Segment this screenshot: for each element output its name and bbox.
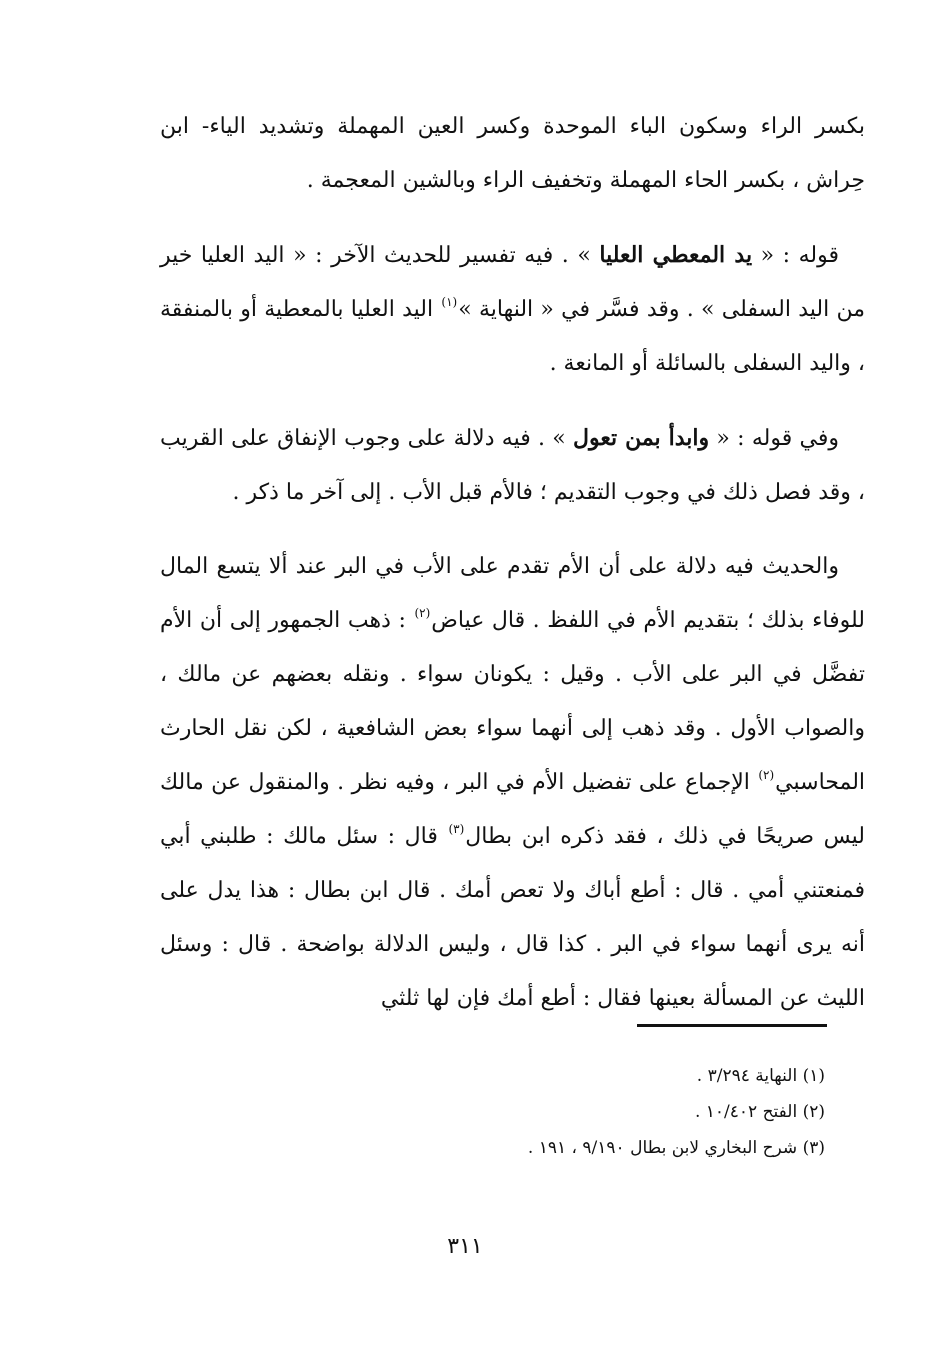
footnotes <box>160 1058 825 1166</box>
quote-open: وفي قوله : « <box>716 426 839 451</box>
hadith-phrase: يد المعطي العليا <box>599 242 753 268</box>
paragraph-2 <box>160 228 865 391</box>
paragraph-4 <box>160 540 865 1026</box>
paragraph-1 <box>160 100 865 208</box>
paragraph-4-part-2: : ذهب الجمهور إلى أن الأم تفضَّل في البر على الأب . وقيل : يكونان سواء . ونقله بعضهم عن مالك ، والصواب الأول . وقد ذهب إلى أنهما سواء بعض الشافعية ، لكن نقل الحارث المحاسبي <box>160 608 866 795</box>
paragraph-4-part-1: والحديث فيه دلالة على أن الأم تقدم على الأب في البر عند ألا يتسع المال للوفاء بذلك ؛ بتقديم الأم في اللفظ . قال عياض <box>160 554 865 633</box>
footnote-ref-2: (٢) <box>414 606 431 620</box>
footnote-ref-3: (٣) <box>448 822 465 836</box>
paragraph-3-tail: » . فيه دلالة على وجوب الإنفاق على القريب ، وقد فصل ذلك في وجوب التقديم ؛ فالأم قبل الأب . إلى آخر ما ذكر . <box>160 426 865 505</box>
paragraph-2-middle: » . فيه تفسير للحديث الآخر : « اليد العليا خير من اليد السفلى » . وقد فسَّر في « النهاية » <box>160 243 865 322</box>
footnote-1: (١) النهاية ٣/٢٩٤ . <box>696 1066 825 1086</box>
footnote-2: (٢) الفتح ١٠/٤٠٢ . <box>694 1102 825 1122</box>
paragraph-2-tail: اليد العليا بالمعطية أو بالمنفقة ، واليد السفلى بالسائلة أو المانعة . <box>160 297 865 376</box>
paragraph-4-part-3: الإجماع على تفضيل الأم في البر ، وفيه نظر . والمنقول عن مالك ليس صريحًا في ذلك ، فقد ذكره ابن بطال <box>160 770 866 849</box>
footnote-ref-1: (١) <box>441 295 458 309</box>
footnote-3: (٣) شرح البخاري لابن بطال ٩/١٩٠ ، ١٩١ . <box>527 1138 825 1158</box>
hadith-phrase: وابدأ بمن تعول <box>573 425 710 451</box>
main-text <box>160 100 865 1046</box>
quote-open: قوله : « <box>760 243 839 268</box>
footnote-ref-2b: (٢) <box>758 768 775 782</box>
page-number: ٣١١ <box>447 1234 483 1259</box>
paragraph-4-part-4: قال : سئل مالك : طلبني أبي فمنعتني أمي . قال : أطع أباك ولا تعص أمك . قال ابن بطال : هذا يدل على أنه يرى أنهما سواء في البر . كذا قال ، وليس الدلالة بواضحة . قال : وسئل الليث عن المسألة بعينها فقال : أطع أمك فإن لها ثلثي <box>160 824 865 1011</box>
paragraph-1-text: بكسر الراء وسكون الباء الموحدة وكسر العين المهملة وتشديد الياء- ابن حِراش ، بكسر الحاء المهملة وتخفيف الراء وبالشين المعجمة . <box>160 114 865 193</box>
footnote-divider <box>637 1024 827 1027</box>
paragraph-3 <box>160 411 865 520</box>
